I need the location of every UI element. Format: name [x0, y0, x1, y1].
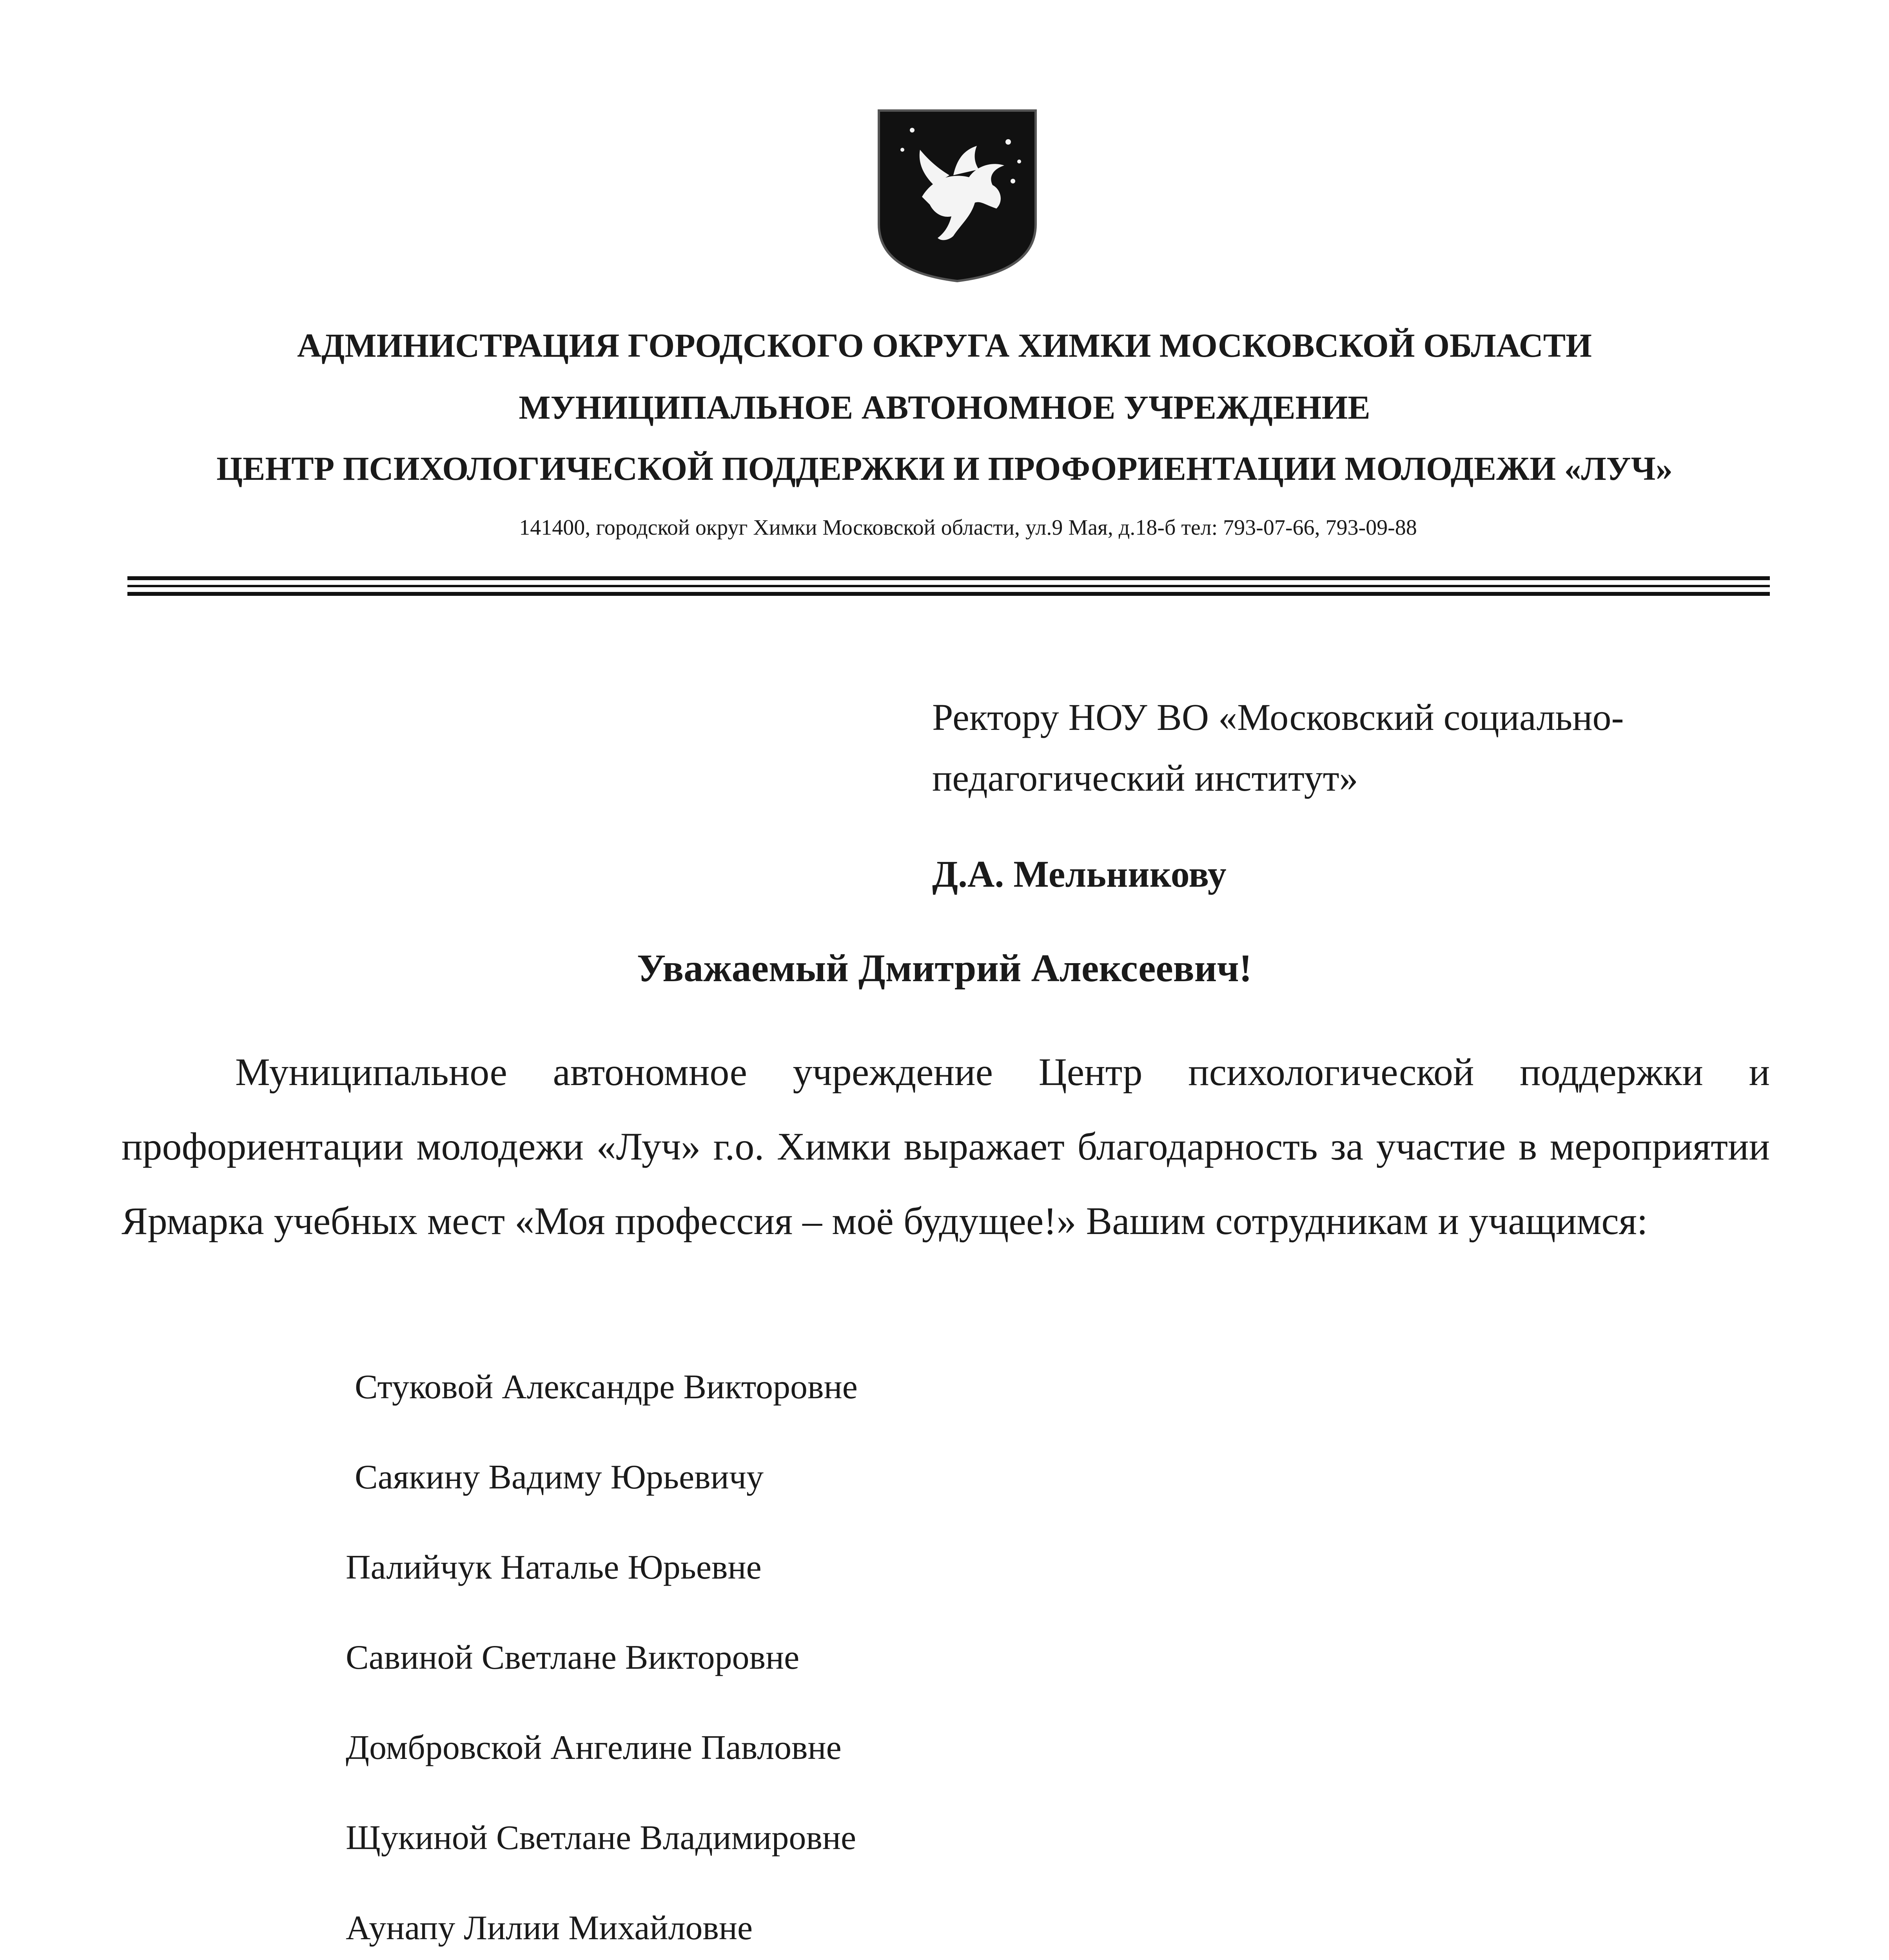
- recipient-name: Аунапу Лилии Михайловне: [346, 1909, 753, 1947]
- header-divider-top: [127, 576, 1770, 580]
- salutation: Уважаемый Дмитрий Алексеевич!: [637, 946, 1252, 990]
- header-divider-bottom: [127, 592, 1770, 596]
- recipient-name: Палийчук Наталье Юрьевне: [346, 1548, 762, 1586]
- header-line-administration: АДМИНИСТРАЦИЯ ГОРОДСКОГО ОКРУГА ХИМКИ МОСКОВСКОЙ ОБЛАСТИ: [297, 327, 1592, 364]
- recipient-name: Стуковой Александре Викторовне: [355, 1368, 858, 1406]
- body-paragraph: [122, 1035, 1770, 1258]
- header-line-center: ЦЕНТР ПСИХОЛОГИЧЕСКОЙ ПОДДЕРЖКИ И ПРОФОРИЕНТАЦИИ МОЛОДЕЖИ «ЛУЧ»: [216, 450, 1673, 487]
- recipient-name: Домбровской Ангелине Павловне: [346, 1729, 842, 1767]
- recipient-name: Савиной Светлане Викторовне: [346, 1639, 800, 1677]
- addressee-line-1: Ректору НОУ ВО «Московский социально-: [932, 696, 1624, 738]
- addressee-line-2: педагогический институт»: [932, 757, 1358, 799]
- header-divider-middle: [127, 585, 1770, 587]
- addressee-name: Д.А. Мельникову: [932, 853, 1227, 895]
- body-paragraph-text: Муниципальное автономное учреждение Центр психологической поддержки и профориентации молодежи «Луч» г.о. Химки выражает благодарность за участие в мероприятии Ярмарка учебных мест «Моя профессия – моё будущее!» Вашим сотрудникам и учащимся:: [122, 1050, 1770, 1243]
- recipient-name: Щукиной Светлане Владимировне: [346, 1819, 856, 1857]
- recipient-name: Саякину Вадиму Юрьевичу: [355, 1458, 764, 1496]
- header-address: 141400, городской округ Химки Московской области, ул.9 Мая, д.18-б тел: 793-07-66, 793-09-88: [519, 515, 1417, 540]
- coat-of-arms-icon: [875, 107, 1040, 283]
- header-line-institution: МУНИЦИПАЛЬНОЕ АВТОНОМНОЕ УЧРЕЖДЕНИЕ: [519, 388, 1370, 426]
